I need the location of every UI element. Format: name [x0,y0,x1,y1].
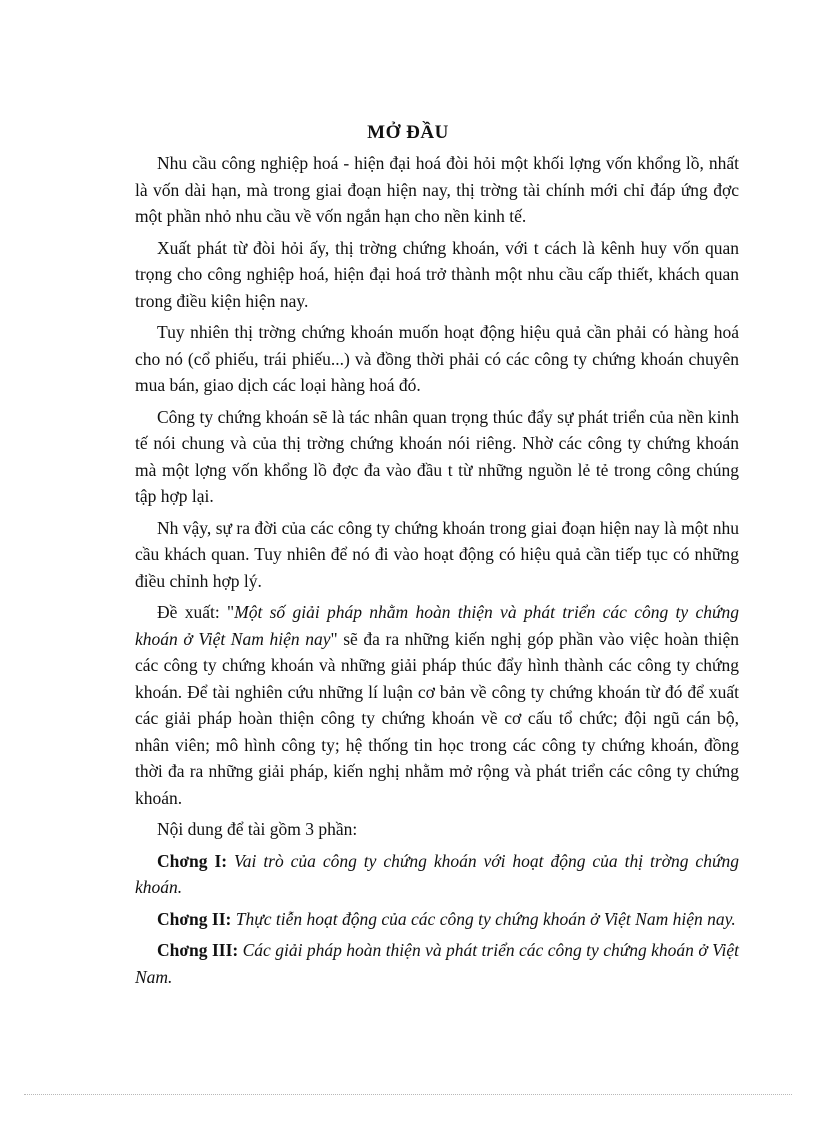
paragraph-7: Nội dung để tài gồm 3 phần: [157,819,358,839]
chapter-2 [135,906,739,933]
chapter-3-label: Chơng III: [157,940,239,960]
chapter-1 [135,848,739,901]
chapter-2-label: Chơng II: [157,908,232,929]
paragraph-1: Nhu cầu công nghiệp hoá - hiện đại hoá đòi hỏi một khối lợng vốn khổng lồ, nhất là vốn dài hạn, mà trong giai đoạn hiện nay, thị trờng tài chính mới chỉ đáp ứng đợc một phần nhỏ nhu cầu về vốn ngắn hạn cho nền kinh tế. [135,153,739,226]
paragraph-3: Tuy nhiên thị trờng chứng khoán muốn hoạt động hiệu quả cần phải có hàng hoá cho nó (cổ phiếu, trái phiếu...) và đồng thời phải có các công ty chứng khoán chuyên mua bán, giao dịch các loại hàng hoá đó. [135,322,739,395]
chapter-3 [135,937,739,990]
paragraph-5: Nh vậy, sự ra đời của các công ty chứng khoán trong giai đoạn hiện nay là một nhu cầu khách quan. Tuy nhiên để nó đi vào hoạt động có hiệu quả cần tiếp tục có những điều chỉnh hợp lý. [135,517,739,591]
page-title: MỞ ĐẦU [367,122,449,143]
proposal-rest: " sẽ đa ra những kiến nghị góp phần vào việc hoàn thiện các công ty chứng khoán và những giải pháp thúc đẩy hình thành các công ty chứng khoán. Để tài nghiên cứu những lí luận cơ bản về công ty chứng khoán từ đó để xuất các giải pháp hoàn thiện công ty chứng khoán về cơ cấu tổ chức; đội ngũ cán bộ, nhân viên; mô hình công ty; hệ thống tin học trong các công ty chứng khoán, đồng thời đa ra những giải pháp, kiến nghị nhằm mở rộng và phát triển các công ty chứng khoán. [135,628,740,808]
chapter-1-label: Chơng I: [157,850,228,871]
paragraph-6 [135,599,739,811]
thesis-title: Một số giải pháp nhằm hoàn thiện và phát triển các công ty chứng khoán ở Việt Nam hiện nay [135,602,740,649]
chapter-2-title: Thực tiễn hoạt động của các công ty chứng khoán ở Việt Nam hiện nay. [231,908,736,929]
paragraph-4: Công ty chứng khoán sẽ là tác nhân quan trọng thúc đẩy sự phát triển của nền kinh tế nói chung và của thị trờng chứng khoán nói riêng. Nhờ các công ty chứng khoán mà một lợng vốn khổng lồ đợc đa vào đầu t từ những nguồn lẻ tẻ trong công chúng tập hợp lại. [135,406,739,506]
chapter-1-title: Vai trò của công ty chứng khoán với hoạt động của thị trờng chứng khoán. [135,850,739,897]
chapter-3-title: Các giải pháp hoàn thiện và phát triển các công ty chứng khoán ở Việt Nam. [135,940,739,987]
paragraph-2: Xuất phát từ đòi hỏi ấy, thị trờng chứng khoán, với t cách là kênh huy vốn quan trọng cho công nghiệp hoá, hiện đại hoá trở thành một nhu cầu cấp thiết, khách quan trong điều kiện hiện nay. [135,237,739,311]
proposal-prefix: Đề xuất: " [157,602,235,622]
document-body [135,150,739,995]
footer-divider [24,1094,792,1095]
